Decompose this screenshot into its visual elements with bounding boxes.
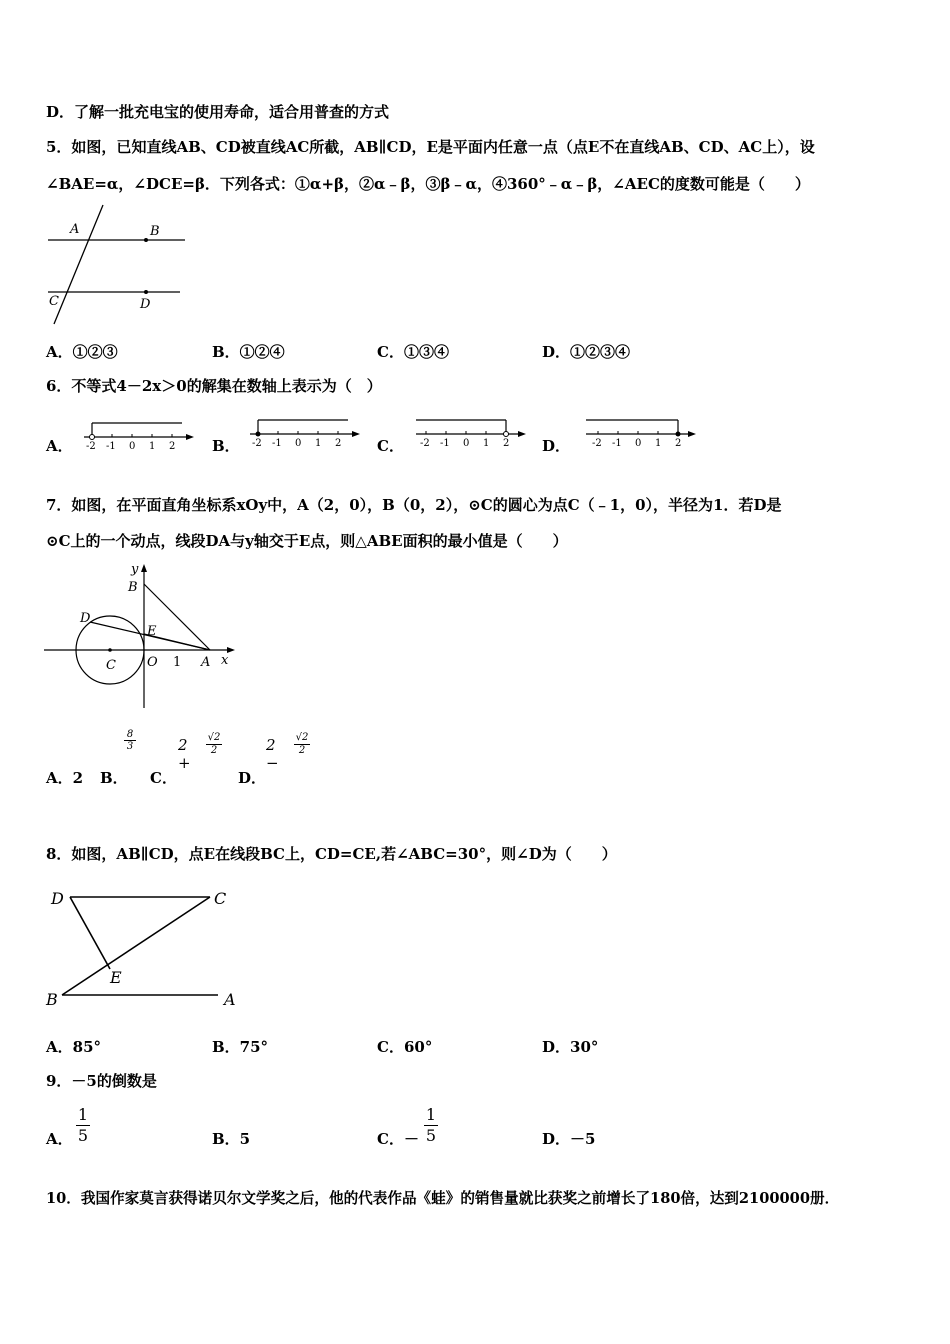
- fraction-numerator: √2: [207, 732, 221, 743]
- tick-label: -1: [272, 438, 282, 449]
- label-c: C: [106, 658, 116, 673]
- q6-numberline-a: [82, 418, 197, 452]
- label-o: O: [147, 655, 158, 670]
- tick-label: 2: [675, 438, 682, 449]
- tick-label: -2: [252, 438, 262, 449]
- axis-arrow: [352, 431, 360, 437]
- tick-label: 2: [335, 438, 342, 449]
- q9-option-a: A．: [46, 1130, 73, 1148]
- q7-stem-line1: 7．如图，在平面直角坐标系xOy中，A（2，0），B（0，2），⊙C的圆心为点C（﹣1，0），半径为1．若D是: [46, 496, 782, 514]
- tick-label: -2: [592, 438, 602, 449]
- q9-fraction-c: [424, 1105, 438, 1146]
- q9-option-b: B．5: [212, 1130, 251, 1148]
- fraction-denominator: 5: [425, 1126, 437, 1145]
- label-one: 1: [173, 655, 182, 670]
- tick-label: 0: [463, 438, 470, 449]
- q6-numberline-c: [414, 415, 529, 449]
- q9-option-d: D．－5: [542, 1130, 596, 1148]
- label-a: A: [201, 655, 211, 670]
- expression-fraction: [294, 732, 310, 757]
- fraction-denominator: 3: [124, 740, 136, 752]
- q9-stem: 9．－5的倒数是: [46, 1072, 157, 1090]
- tick-label: 0: [129, 441, 136, 452]
- q5-option-a: A．①②③: [46, 343, 118, 361]
- tick-label: 2: [503, 438, 510, 449]
- q8-option-d: D．30°: [542, 1038, 599, 1056]
- q7-fraction-b: [124, 729, 136, 752]
- label-y: y: [131, 562, 139, 577]
- closed-dot: [256, 432, 261, 437]
- center-c: [108, 648, 112, 652]
- tick-label: 1: [149, 441, 156, 452]
- closed-dot: [676, 432, 681, 437]
- label-d: D: [80, 611, 91, 626]
- q5-option-c: C．①③④: [377, 343, 449, 361]
- q5-figure: [40, 200, 200, 330]
- q10-stem: 10．我国作家莫言获得诺贝尔文学奖之后，他的代表作品《蛙》的销售量就比获奖之前增长了180倍，达到2100000册．: [46, 1190, 840, 1207]
- q7-option-c: C．: [150, 769, 177, 787]
- q9-option-c: C．－: [377, 1130, 419, 1148]
- label-c: C: [214, 889, 227, 908]
- axis-arrow: [518, 431, 526, 437]
- q6-numberline-b: [248, 415, 363, 449]
- point-d: [144, 290, 148, 294]
- q6-option-d: D．: [542, 437, 571, 455]
- q8-figure: [40, 883, 250, 1013]
- q5-option-b: B．①②④: [212, 343, 285, 361]
- tick-label: 0: [295, 438, 302, 449]
- tick-label: -2: [420, 438, 430, 449]
- label-d: D: [51, 889, 64, 908]
- segment-cb: [62, 897, 210, 995]
- open-dot: [504, 432, 509, 437]
- segment-ab: [144, 584, 210, 650]
- axis-arrow: [186, 434, 194, 440]
- expression-lead: 2 −: [266, 736, 279, 772]
- fraction-denominator: 5: [77, 1126, 89, 1145]
- tick-label: -2: [86, 441, 96, 452]
- q6-option-a: A．: [46, 437, 73, 455]
- q7-option-a: A．2: [46, 769, 84, 787]
- segment-de: [70, 897, 110, 969]
- q5-stem-line1: 5．如图，已知直线AB、CD被直线AC所截，AB∥CD，E是平面内任意一点（点E不在直线AB、CD、AC上），设: [46, 138, 815, 156]
- tick-label: -1: [106, 441, 116, 452]
- q6-numberline-d: [584, 415, 699, 449]
- label-c: C: [49, 294, 59, 309]
- q6-option-c: C．: [377, 437, 404, 455]
- tick-label: 1: [483, 438, 490, 449]
- label-e: E: [110, 968, 122, 987]
- q8-option-c: C．60°: [377, 1038, 433, 1056]
- fraction-numerator: 1: [77, 1105, 89, 1124]
- q5-stem-line2: ∠BAE=α，∠DCE=β．下列各式：①α+β，②α﹣β，③β﹣α，④360°﹣α﹣β，∠AEC的度数可能是（ ）: [46, 175, 810, 193]
- q6-option-b: B．: [212, 437, 240, 455]
- label-b: B: [128, 580, 138, 595]
- axis-arrow: [688, 431, 696, 437]
- fraction-numerator: 8: [126, 729, 134, 740]
- open-dot: [90, 435, 95, 440]
- q8-option-a: A．85°: [46, 1038, 102, 1056]
- expression-lead: 2 +: [178, 736, 191, 772]
- fraction-denominator: 2: [206, 744, 222, 757]
- q6-stem: 6．不等式4－2x＞0的解集在数轴上表示为（ ）: [46, 377, 382, 395]
- q9-fraction-a: [76, 1105, 90, 1146]
- tick-label: 0: [635, 438, 642, 449]
- tick-label: 1: [315, 438, 322, 449]
- label-e: E: [147, 624, 157, 639]
- label-b: B: [46, 990, 58, 1009]
- tick-label: 2: [169, 441, 176, 452]
- q7-option-b: B．: [100, 769, 128, 787]
- q5-option-d: D．①②③④: [542, 343, 631, 361]
- fraction-numerator: 1: [425, 1105, 437, 1124]
- q8-stem: 8．如图，AB∥CD，点E在线段BC上，CD=CE,若∠ABC=30°，则∠D为（ ）: [46, 845, 617, 863]
- q8-option-b: B．75°: [212, 1038, 269, 1056]
- expression-fraction: [206, 732, 222, 757]
- q7-option-d: D．: [238, 769, 267, 787]
- label-a: A: [224, 990, 236, 1009]
- point-b: [144, 238, 148, 242]
- tick-label: 1: [655, 438, 662, 449]
- label-x: x: [221, 653, 229, 668]
- q7-figure: [40, 558, 240, 713]
- tick-label: -1: [612, 438, 622, 449]
- y-axis-arrow: [141, 564, 147, 572]
- label-a: A: [70, 222, 80, 237]
- tick-label: -1: [440, 438, 450, 449]
- fraction-denominator: 2: [294, 744, 310, 757]
- label-b: B: [150, 224, 160, 239]
- q4-option-d: D．了解一批充电宝的使用寿命，适合用普查的方式: [46, 103, 390, 121]
- q7-stem-line2: ⊙C上的一个动点，线段DA与y轴交于E点，则△ABE面积的最小值是（ ）: [46, 532, 568, 550]
- label-d: D: [140, 297, 151, 312]
- fraction-numerator: √2: [295, 732, 309, 743]
